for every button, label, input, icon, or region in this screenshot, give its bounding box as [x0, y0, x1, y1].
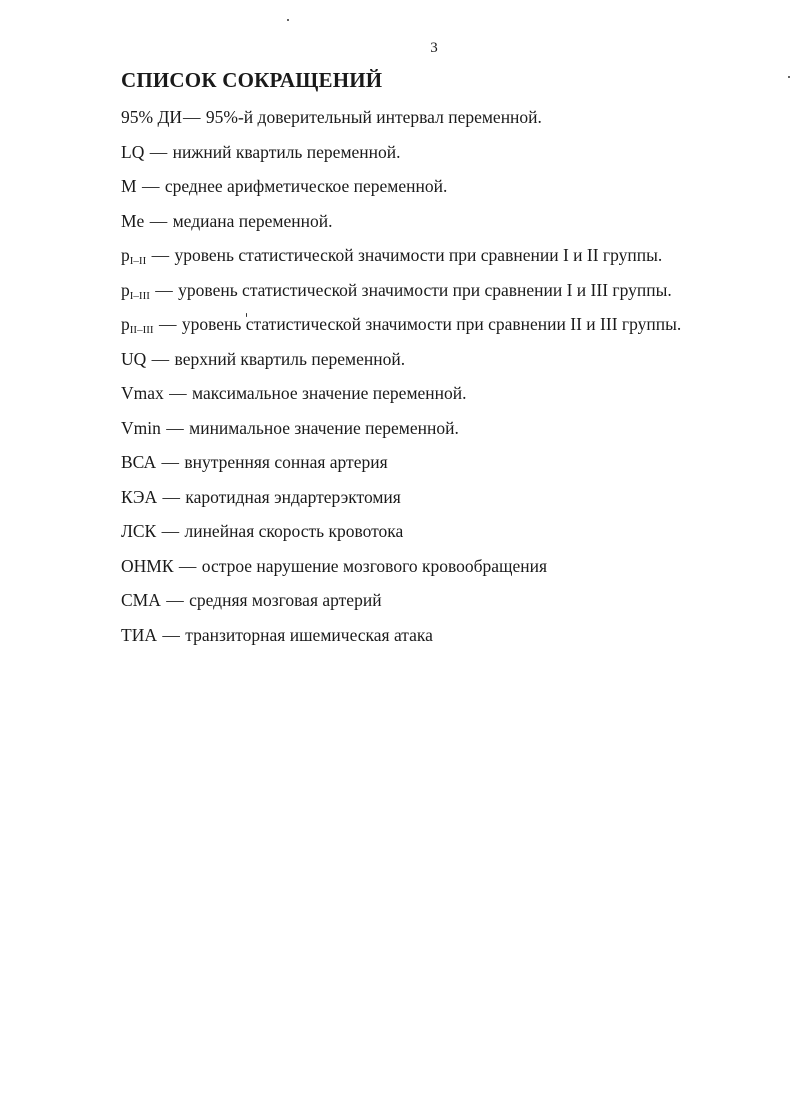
- abbreviation-dash: —: [145, 210, 172, 231]
- abbreviation-dash: —: [147, 348, 174, 369]
- abbreviation-term: [121, 349, 146, 369]
- abbreviation-definition: уровень статистической значимости при сравнении II и III группы.: [181, 314, 682, 334]
- abbreviation-definition: внутренняя сонная артерия: [184, 452, 388, 472]
- abbreviation-term: [121, 625, 157, 645]
- list-item: [121, 104, 781, 139]
- abbreviation-term-text: M: [121, 176, 137, 196]
- abbreviation-term-text: Vmin: [121, 417, 161, 438]
- abbreviation-definition: 95%-й доверительный интервал переменной.: [201, 107, 542, 127]
- list-item: [121, 311, 781, 346]
- abbreviation-term: [121, 176, 137, 196]
- abbreviation-dash: —: [157, 624, 185, 645]
- abbreviation-term-text: ТИА: [121, 624, 157, 645]
- abbreviation-subscript: I–III: [129, 289, 150, 302]
- abbreviation-term-text: КЭА: [121, 486, 158, 507]
- list-item: [121, 242, 781, 277]
- page-number: 3: [430, 40, 438, 56]
- abbreviation-term: [121, 487, 157, 507]
- abbreviation-dash: —: [137, 176, 164, 196]
- page-title: СПИСОК СОКРАЩЕНИЙ: [121, 68, 383, 92]
- list-item: [121, 415, 781, 450]
- abbreviation-dash: —: [157, 521, 184, 541]
- abbreviation-term-text: Me: [121, 210, 145, 231]
- abbreviation-term-text: СМА: [121, 590, 161, 610]
- abbreviation-dash: —: [174, 555, 201, 576]
- abbreviation-term-text: p: [121, 245, 130, 265]
- scan-artifact-dot: [287, 19, 289, 21]
- abbreviation-definition: среднее арифметическое переменной.: [164, 176, 448, 196]
- abbreviation-definition: линейная скорость кровотока: [184, 521, 404, 541]
- list-item: [121, 208, 781, 243]
- abbreviation-definition: уровень статистической значимости при сравнении I и III группы.: [178, 279, 672, 300]
- list-item: [121, 173, 781, 208]
- abbreviation-term: [121, 314, 154, 334]
- list-item: [121, 518, 781, 553]
- abbreviation-list: [121, 104, 781, 656]
- abbreviation-term: [121, 142, 144, 162]
- abbreviation-term: [121, 383, 164, 403]
- abbreviation-definition: верхний квартиль переменной.: [174, 348, 406, 369]
- abbreviation-definition: минимальное значение переменной.: [189, 417, 459, 438]
- abbreviation-term: [121, 590, 161, 610]
- abbreviation-term-text: UQ: [121, 348, 147, 369]
- list-item: [121, 139, 781, 174]
- abbreviation-term: [121, 556, 174, 576]
- abbreviation-dash: —: [154, 314, 181, 334]
- abbreviation-term-text: ВСА: [121, 452, 157, 472]
- abbreviation-dash: —: [161, 417, 189, 438]
- abbreviation-term-text: ЛСК: [121, 521, 157, 541]
- abbreviation-term-text: p: [121, 314, 130, 334]
- abbreviation-term: [121, 452, 156, 472]
- abbreviation-term: [121, 280, 150, 300]
- abbreviation-definition: средняя мозговая артерий: [189, 590, 382, 610]
- abbreviation-term: [121, 245, 146, 265]
- abbreviation-definition: медиана переменной.: [172, 210, 333, 231]
- abbreviation-definition: уровень статистической значимости при сравнении I и II группы.: [174, 245, 663, 265]
- abbreviation-term-text: p: [121, 279, 130, 300]
- abbreviation-dash: —: [183, 107, 201, 127]
- abbreviation-dash: —: [147, 245, 174, 265]
- abbreviation-term-text: 95% ДИ: [121, 107, 183, 127]
- abbreviation-term: [121, 211, 144, 231]
- abbreviation-definition: каротидная эндартерэктомия: [185, 486, 401, 507]
- abbreviation-dash: —: [145, 141, 172, 162]
- abbreviation-term-text: LQ: [121, 141, 145, 162]
- abbreviation-dash: —: [161, 590, 189, 610]
- abbreviation-subscript: I–II: [129, 255, 147, 267]
- list-item: [121, 622, 781, 657]
- abbreviation-definition: нижний квартиль переменной.: [172, 141, 401, 162]
- list-item: [121, 449, 781, 484]
- abbreviation-definition: транзиторная ишемическая атака: [185, 624, 433, 645]
- abbreviation-dash: —: [158, 486, 185, 507]
- list-item: [121, 380, 781, 415]
- abbreviation-term: [121, 521, 156, 541]
- list-item: [121, 346, 781, 381]
- list-item: [121, 277, 781, 312]
- abbreviation-definition: максимальное значение переменной.: [192, 383, 467, 403]
- abbreviation-definition: острое нарушение мозгового кровообращения: [201, 555, 548, 576]
- scan-artifact-dot: [788, 76, 790, 78]
- abbreviation-term-text: Vmax: [121, 383, 164, 403]
- list-item: [121, 553, 781, 588]
- list-item: [121, 484, 781, 519]
- abbreviation-dash: —: [157, 452, 184, 472]
- abbreviation-term: [121, 418, 161, 438]
- abbreviation-subscript: II–III: [129, 324, 154, 336]
- abbreviation-term: [121, 107, 182, 127]
- list-item: [121, 587, 781, 622]
- abbreviation-term-text: ОНМК: [121, 555, 174, 576]
- abbreviation-dash: —: [150, 279, 178, 300]
- abbreviation-dash: —: [164, 383, 192, 403]
